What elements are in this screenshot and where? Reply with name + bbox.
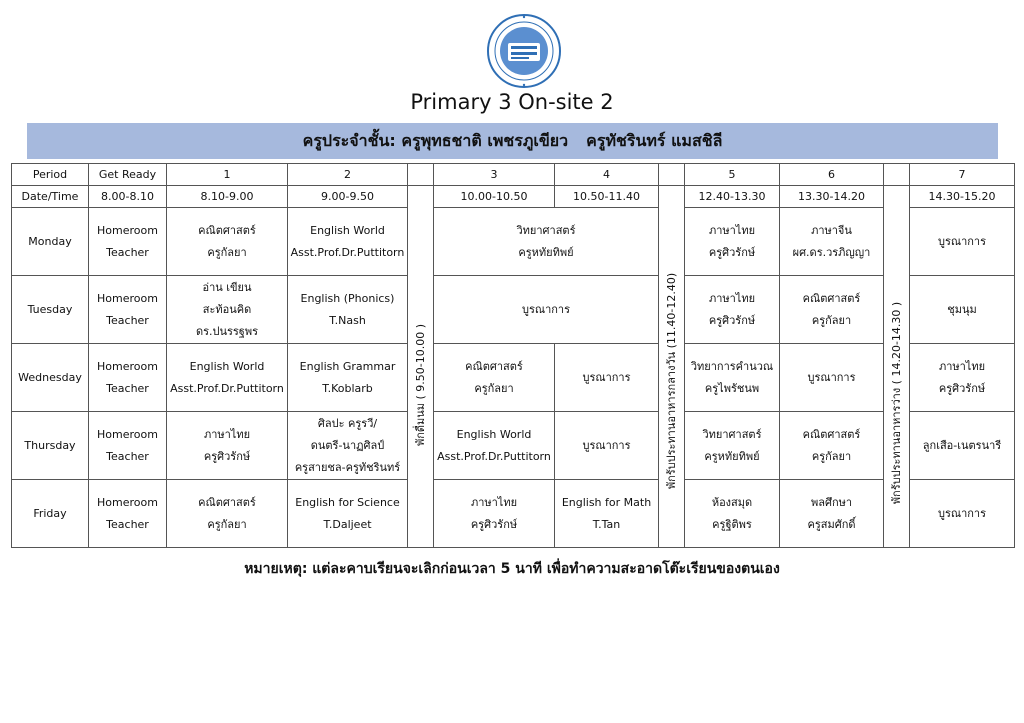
time-get-ready: 8.00-8.10 <box>89 186 167 208</box>
period-6-header: 6 <box>780 164 884 186</box>
time-period-3: 10.00-10.50 <box>434 186 555 208</box>
day-label: Thursday <box>12 412 89 480</box>
cell-line: คณิตศาสตร์ <box>802 291 861 305</box>
cell-line: Homeroom <box>97 223 158 237</box>
cell-period-5 <box>685 276 780 344</box>
cell-line: ภาษาไทย <box>470 495 518 509</box>
cell-line: คณิตศาสตร์ <box>198 495 256 509</box>
cell-line: พลศึกษา <box>810 495 853 509</box>
cell-period-6 <box>780 412 884 480</box>
cell-line: ผศ.ดร.วรภิญญา <box>792 245 871 259</box>
cell-line: ภาษาจีน <box>811 223 852 237</box>
teacher-name-2: ครูทัชรินทร์ แมสชิลี <box>586 130 723 150</box>
cell-line: English World <box>189 359 265 373</box>
cell-line: วิทยาการคำนวณ <box>690 359 774 373</box>
cell-line: ดร.ปนรรฐพร <box>195 324 259 338</box>
footnote: หมายเหตุ: แต่ละคาบเรียนจะเลิกก่อนเวลา 5 นาที เพื่อทำความสะอาดโต๊ะเรียนของตนเอง <box>244 561 780 577</box>
time-period-7: 14.30-15.20 <box>910 186 1015 208</box>
cell-period-7 <box>910 344 1015 412</box>
cell-line: ภาษาไทย <box>938 359 986 373</box>
cell-period-7 <box>910 480 1015 548</box>
cell-line: ครูกัลยา <box>207 245 247 259</box>
period-row <box>12 164 1015 186</box>
cell-line: ครูสายชล-ครูทัชรินทร์ <box>294 460 401 474</box>
cell-period-1 <box>167 276 288 344</box>
cell-get-ready <box>89 344 167 412</box>
cell-line: ครูศิวรักษ์ <box>203 449 251 463</box>
homeroom-teachers-bar <box>27 123 998 159</box>
afternoon-break-label: พักรับประทานอาหารว่าง ( 14.20-14.30 ) <box>889 301 903 504</box>
page-title: Primary 3 On-site 2 <box>410 90 614 114</box>
cell-line: ครูกัลยา <box>474 381 514 395</box>
cell-line: English Grammar <box>299 359 396 373</box>
cell-line: Asst.Prof.Dr.Puttitorn <box>170 381 284 395</box>
period-5-header: 5 <box>685 164 780 186</box>
cell-line: ครูหทัยทิพย์ <box>518 245 574 259</box>
cell-line: ครูศิวรักษ์ <box>708 313 756 327</box>
cell-line: Asst.Prof.Dr.Puttitorn <box>437 449 551 463</box>
afternoon-break-cell <box>884 186 910 548</box>
snack-break-cell <box>408 186 434 548</box>
snack-break-label: พักดื่มนม ( 9.50-10.00 ) <box>413 323 427 446</box>
cell-line: Teacher <box>106 449 149 463</box>
cell-period-1 <box>167 480 288 548</box>
cell-line: Asst.Prof.Dr.Puttitorn <box>290 245 405 259</box>
cell-line: ครูกัลยา <box>811 313 852 327</box>
time-period-5: 12.40-13.30 <box>685 186 780 208</box>
cell-period-5 <box>685 412 780 480</box>
row-friday <box>12 480 1015 548</box>
cell-line: Teacher <box>106 381 149 395</box>
cell-line: บูรณาการ <box>582 438 631 452</box>
cell-period-7 <box>910 276 1015 344</box>
cell-period-2 <box>288 480 408 548</box>
cell-period-4 <box>555 480 659 548</box>
cell-line: ชุมนุม <box>947 302 977 316</box>
cell-period-5 <box>685 208 780 276</box>
cell-line: ภาษาไทย <box>708 223 756 237</box>
cell-line: ครูกัลยา <box>207 517 247 531</box>
cell-line: ห้องสมุด <box>711 495 753 509</box>
cell-line: คณิตศาสตร์ <box>198 223 256 237</box>
afternoon-break-header <box>884 164 910 186</box>
cell-line: วิทยาศาสตร์ <box>702 427 762 441</box>
time-label: Date/Time <box>12 186 89 208</box>
time-row <box>12 186 1015 208</box>
period-3-header: 3 <box>434 164 555 186</box>
teacher-name-1: ครูพุทธชาติ เพชรภูเขียว <box>401 130 569 150</box>
cell-line: Teacher <box>106 245 149 259</box>
cell-period-3-4 <box>434 276 659 344</box>
row-thursday <box>12 412 1015 480</box>
cell-line: T.Tan <box>592 517 621 531</box>
period-7-header: 7 <box>910 164 1015 186</box>
cell-period-2 <box>288 276 408 344</box>
time-period-4: 10.50-11.40 <box>555 186 659 208</box>
cell-period-7 <box>910 208 1015 276</box>
time-period-6: 13.30-14.20 <box>780 186 884 208</box>
cell-period-1 <box>167 208 288 276</box>
cell-line: ดนตรี-นาฏศิลป์ <box>310 438 385 452</box>
cell-line: T.Nash <box>329 313 366 327</box>
cell-line: ภาษาไทย <box>203 427 251 441</box>
cell-period-3 <box>434 344 555 412</box>
cell-line: อ่าน เขียน <box>202 280 252 294</box>
cell-line: Teacher <box>106 517 149 531</box>
cell-line: ครูศิวรักษ์ <box>470 517 518 531</box>
lunch-break-cell <box>659 186 685 548</box>
cell-line: T.Koblarb <box>322 381 373 395</box>
period-2-header: 2 <box>288 164 408 186</box>
cell-line: บูรณาการ <box>937 234 987 248</box>
cell-get-ready <box>89 276 167 344</box>
cell-period-4 <box>555 344 659 412</box>
cell-line: Homeroom <box>97 291 158 305</box>
cell-line: Homeroom <box>97 495 158 509</box>
cell-period-7 <box>910 412 1015 480</box>
cell-get-ready <box>89 412 167 480</box>
cell-line: ภาษาไทย <box>708 291 756 305</box>
teachers-label: ครูประจำชั้น: <box>302 130 396 150</box>
cell-line: English for Math <box>561 495 652 509</box>
period-1-header: 1 <box>167 164 288 186</box>
cell-line: ครูศิวรักษ์ <box>938 381 986 395</box>
cell-line: English World <box>310 223 385 237</box>
cell-line: คณิตศาสตร์ <box>465 359 523 373</box>
cell-period-4 <box>555 412 659 480</box>
cell-period-2 <box>288 344 408 412</box>
cell-get-ready <box>89 208 167 276</box>
cell-line: Teacher <box>106 313 149 327</box>
cell-period-1 <box>167 344 288 412</box>
cell-period-2 <box>288 412 408 480</box>
cell-line: วิทยาศาสตร์ <box>516 223 576 237</box>
row-monday <box>12 208 1015 276</box>
cell-period-5 <box>685 344 780 412</box>
cell-line: บูรณาการ <box>521 302 571 316</box>
cell-period-3 <box>434 480 555 548</box>
cell-line: ครูศิวรักษ์ <box>708 245 756 259</box>
cell-period-6 <box>780 480 884 548</box>
cell-line: English for Science <box>295 495 400 509</box>
cell-line: T.Daljeet <box>323 517 372 531</box>
cell-line: Homeroom <box>97 427 158 441</box>
cell-period-3-4 <box>434 208 659 276</box>
timetable <box>11 163 1015 548</box>
cell-line: สะท้อนคิด <box>202 302 252 316</box>
lunch-break-label: พักรับประทานอาหารกลางวัน (11.40-12.40) <box>664 272 678 490</box>
day-label: Wednesday <box>12 344 89 412</box>
cell-period-6 <box>780 344 884 412</box>
cell-period-6 <box>780 276 884 344</box>
time-period-1: 8.10-9.00 <box>167 186 288 208</box>
lunch-break-header <box>659 164 685 186</box>
cell-line: English (Phonics) <box>300 291 395 305</box>
day-label: Monday <box>12 208 89 276</box>
school-logo <box>486 13 562 89</box>
cell-line: บูรณาการ <box>807 370 856 384</box>
cell-line: ครูไพรัชนพ <box>704 381 760 395</box>
cell-line: English World <box>456 427 532 441</box>
cell-get-ready <box>89 480 167 548</box>
period-4-header: 4 <box>555 164 659 186</box>
cell-line: คณิตศาสตร์ <box>802 427 861 441</box>
cell-line: Homeroom <box>97 359 158 373</box>
cell-line: ครูฐิติพร <box>712 517 752 531</box>
day-label: Tuesday <box>12 276 89 344</box>
cell-period-1 <box>167 412 288 480</box>
cell-line: ลูกเสือ-เนตรนารี <box>922 438 1002 452</box>
cell-period-6 <box>780 208 884 276</box>
period-label: Period <box>12 164 89 186</box>
get-ready-header: Get Ready <box>89 164 167 186</box>
day-label: Friday <box>12 480 89 548</box>
cell-line: ครูสมศักดิ์ <box>807 517 856 531</box>
cell-period-5 <box>685 480 780 548</box>
cell-line: ครูหทัยทิพย์ <box>704 449 760 463</box>
cell-period-3 <box>434 412 555 480</box>
snack-break-header <box>408 164 434 186</box>
cell-line: บูรณาการ <box>582 370 631 384</box>
time-period-2: 9.00-9.50 <box>288 186 408 208</box>
cell-line: ครูกัลยา <box>811 449 852 463</box>
row-wednesday <box>12 344 1015 412</box>
cell-period-2 <box>288 208 408 276</box>
row-tuesday <box>12 276 1015 344</box>
cell-line: ศิลปะ ครูรวี/ <box>317 416 378 430</box>
cell-line: บูรณาการ <box>937 506 987 520</box>
